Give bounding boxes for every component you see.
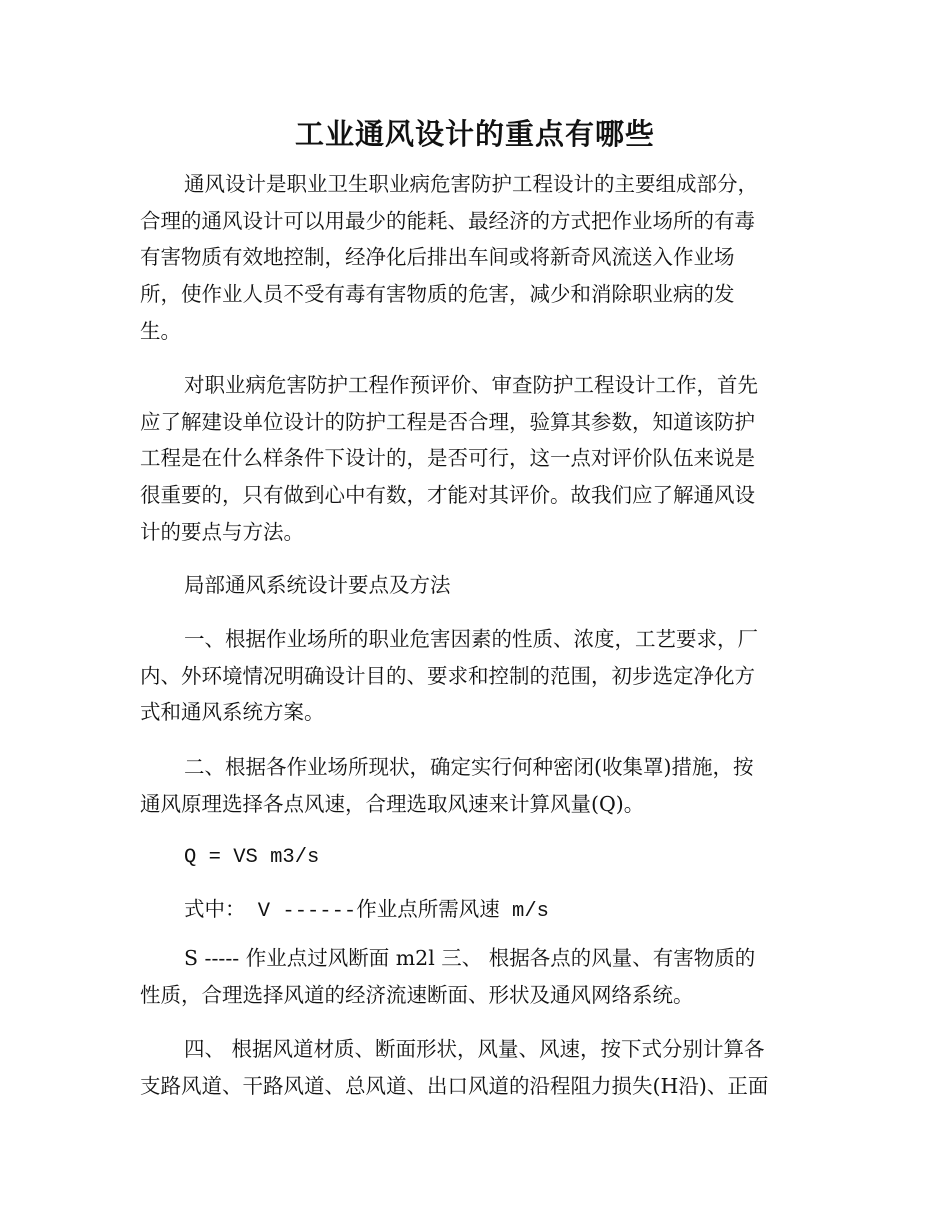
text-line: 支路风道、干路风道、总风道、出口风道的沿程阻力损失(H沿)、正面 <box>140 1073 769 1098</box>
text-line: 式中： V ------作业点所需风速 m/s <box>184 900 549 923</box>
text-line: 计的要点与方法。 <box>140 519 304 544</box>
text-line: 二、根据各作业场所现状，确定实行何种密闭(收集罩)措施，按 <box>184 755 754 779</box>
text-line: 性质，合理选择风道的经济流速断面、形状及通风网络系统。 <box>140 982 694 1007</box>
section-heading <box>140 567 812 604</box>
document-title: 工业通风设计的重点有哪些 <box>294 117 655 151</box>
paragraph-intro <box>140 166 812 350</box>
paragraph-step-2 <box>140 749 812 822</box>
paragraph-step-4 <box>140 1031 812 1104</box>
text-line: 局部通风系统设计要点及方法 <box>184 573 451 597</box>
text-line: 工程是在什么样条件下设计的，是否可行，这一点对评价队伍来说是 <box>140 446 755 471</box>
text-line: S ----- 作业点过风断面 m2l 三、 根据各点的风量、有害物质的 <box>184 946 756 970</box>
text-line: 通风原理选择各点风速，合理选取风速来计算风量(Q)。 <box>140 791 645 816</box>
text-line: 通风设计是职业卫生职业病危害防护工程设计的主要组成部分， <box>184 172 758 196</box>
text-line: 所，使作业人员不受有毒有害物质的危害，减少和消除职业病的发 <box>140 282 735 307</box>
text-line: 应了解建设单位设计的防护工程是否合理，验算其参数，知道该防护 <box>140 409 755 434</box>
paragraph-evaluation <box>140 367 812 551</box>
text-line: 有害物质有效地控制，经净化后排出车间或将新奇风流送入作业场 <box>140 245 735 270</box>
text-line: Q = VS m3/s <box>184 846 320 869</box>
paragraph-step-3 <box>140 940 812 1013</box>
text-line: 四、 根据风道材质、断面形状，风量、风速，按下式分别计算各 <box>184 1037 765 1061</box>
text-line: 式和通风系统方案。 <box>140 700 325 725</box>
text-line: 很重要的，只有做到心中有数，才能对其评价。故我们应了解通风设 <box>140 483 755 508</box>
text-line: 生。 <box>140 318 181 343</box>
text-line: 对职业病危害防护工程作预评价、审查防护工程设计工作，首先 <box>184 373 758 397</box>
text-line: 合理的通风设计可以用最少的能耗、最经济的方式把作业场所的有毒 <box>140 208 755 233</box>
formula <box>140 840 812 877</box>
paragraph-step-1 <box>140 621 812 731</box>
text-line: 内、外环境情况明确设计目的、要求和控制的范围，初步选定净化方 <box>140 663 755 688</box>
text-line: 一、根据作业场所的职业危害因素的性质、浓度，工艺要求，厂 <box>184 627 758 651</box>
formula-legend-v <box>140 894 812 931</box>
